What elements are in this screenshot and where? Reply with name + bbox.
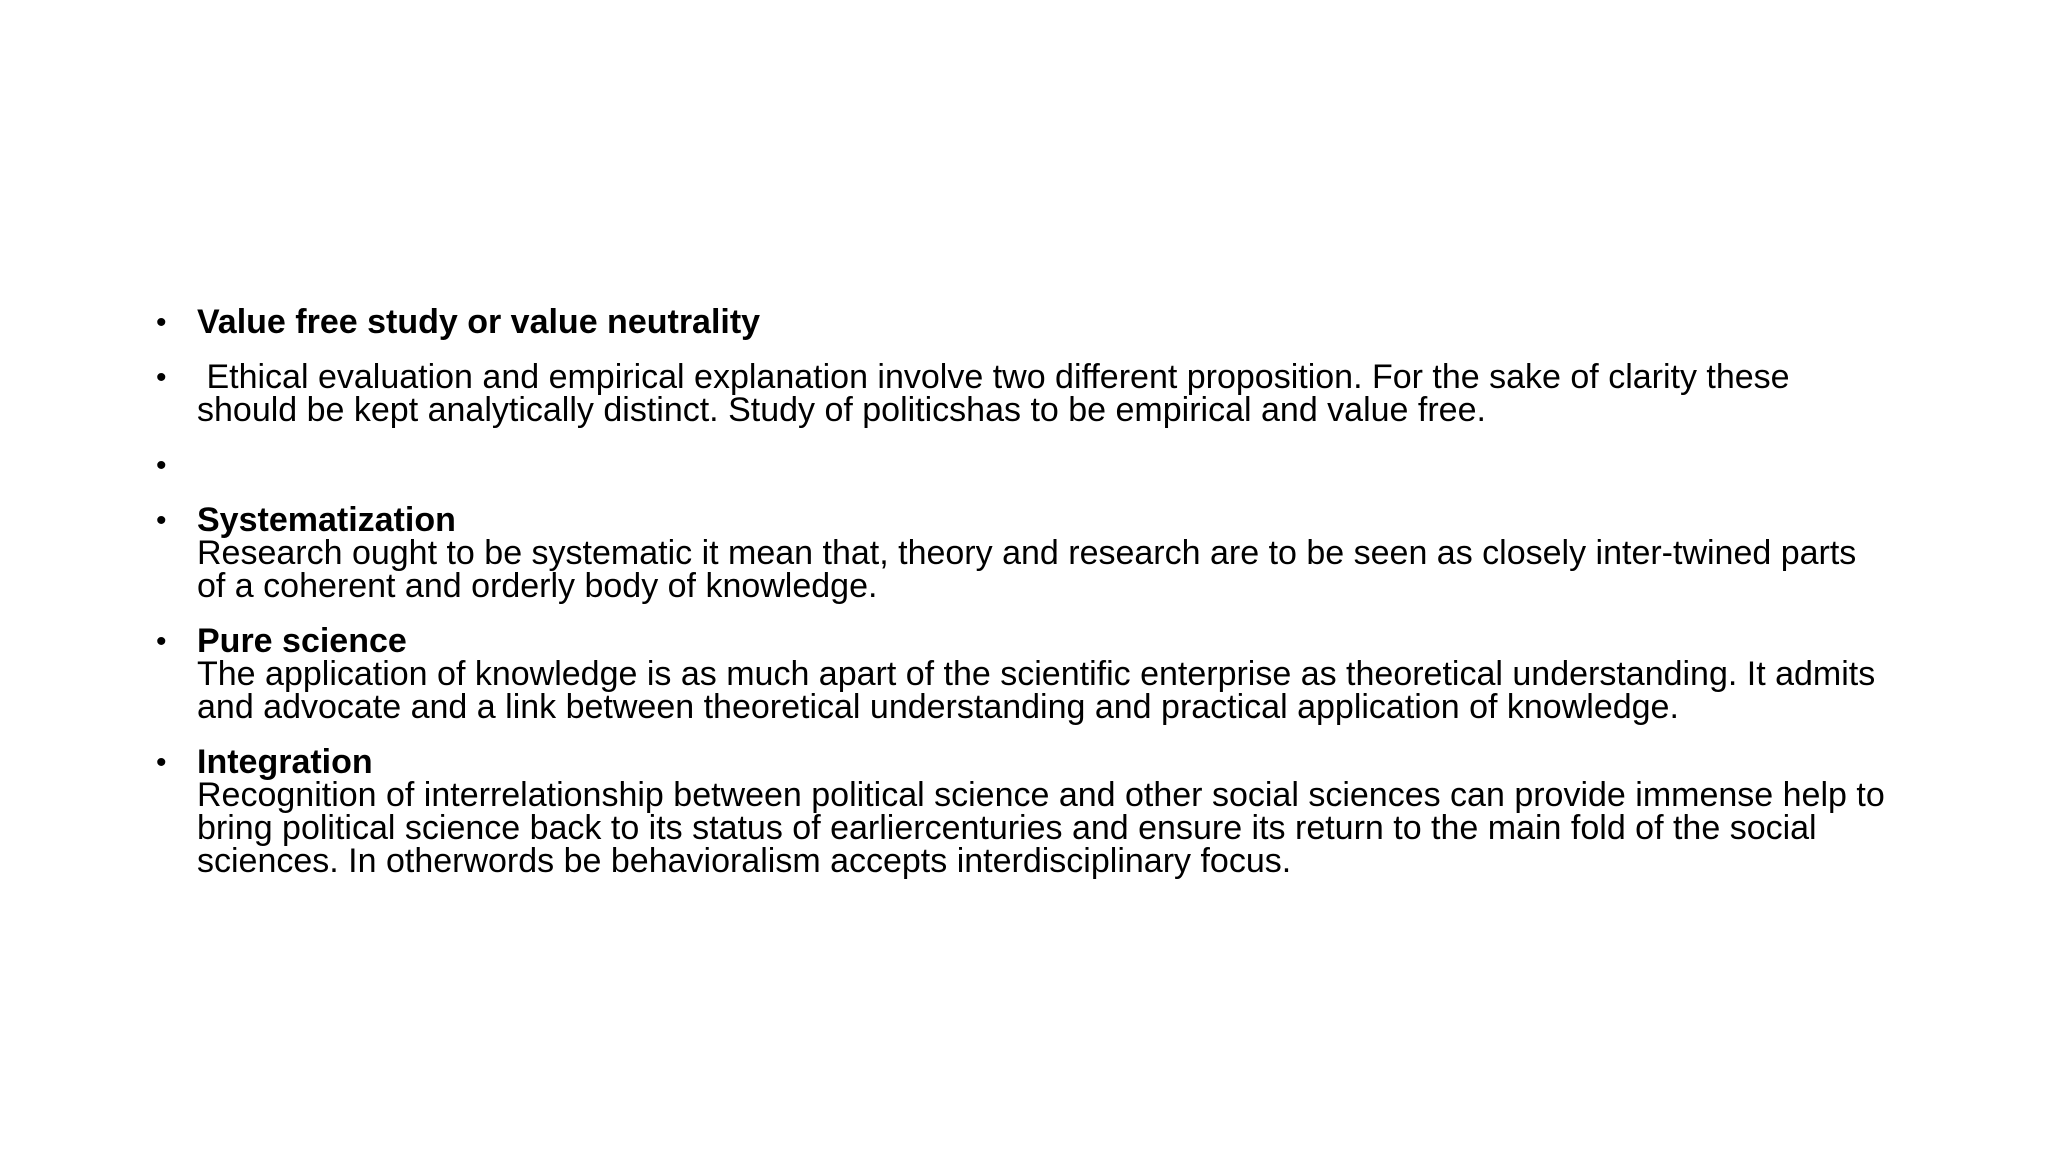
bullet-empty-text — [197, 449, 1892, 482]
bullet-text: Ethical evaluation and empirical explanation involve two different proposition. For the sake of clarity these should be kept analytically distinct. Study of politicshas to be empirical and value free. — [197, 358, 1800, 429]
bullet-heading: Value free study or value neutrality — [197, 303, 761, 341]
bullet-marker: • — [156, 306, 167, 339]
bullet-text: Research ought to be systematic it mean that, theory and research are to be seen as closely inter-twined parts of a coherent and orderly body of knowledge. — [197, 534, 1857, 605]
bullet-marker: • — [156, 625, 167, 658]
bullet-marker: • — [156, 361, 167, 394]
bullet-text: The application of knowledge is as much apart of the scientific enterprise as theoretical understanding. It admits and advocate and a link between theoretical understanding and practical application of knowledge. — [197, 655, 1876, 726]
bullet-value-free — [152, 303, 1892, 341]
bullet-empty — [152, 449, 1892, 482]
bullet-marker: • — [156, 746, 167, 779]
bullet-heading: Pure science — [197, 622, 407, 660]
bullet-text: Recognition of interrelationship between political science and other social sciences can provide immense help to bring political science back to its status of earliercenturies and ensure its return to the main fold of the social sciences. In otherwords be behavioralism accepts interdisciplinary focus. — [197, 776, 1885, 880]
bullet-list — [152, 303, 1892, 900]
bullet-ethical-evaluation — [152, 358, 1892, 429]
bullet-marker: • — [156, 504, 167, 537]
bullet-heading: Integration — [197, 743, 373, 781]
bullet-pure-science — [152, 622, 1892, 726]
bullet-systematization — [152, 501, 1892, 605]
bullet-marker: • — [156, 449, 167, 482]
bullet-heading: Systematization — [197, 501, 456, 539]
bullet-integration — [152, 743, 1892, 880]
